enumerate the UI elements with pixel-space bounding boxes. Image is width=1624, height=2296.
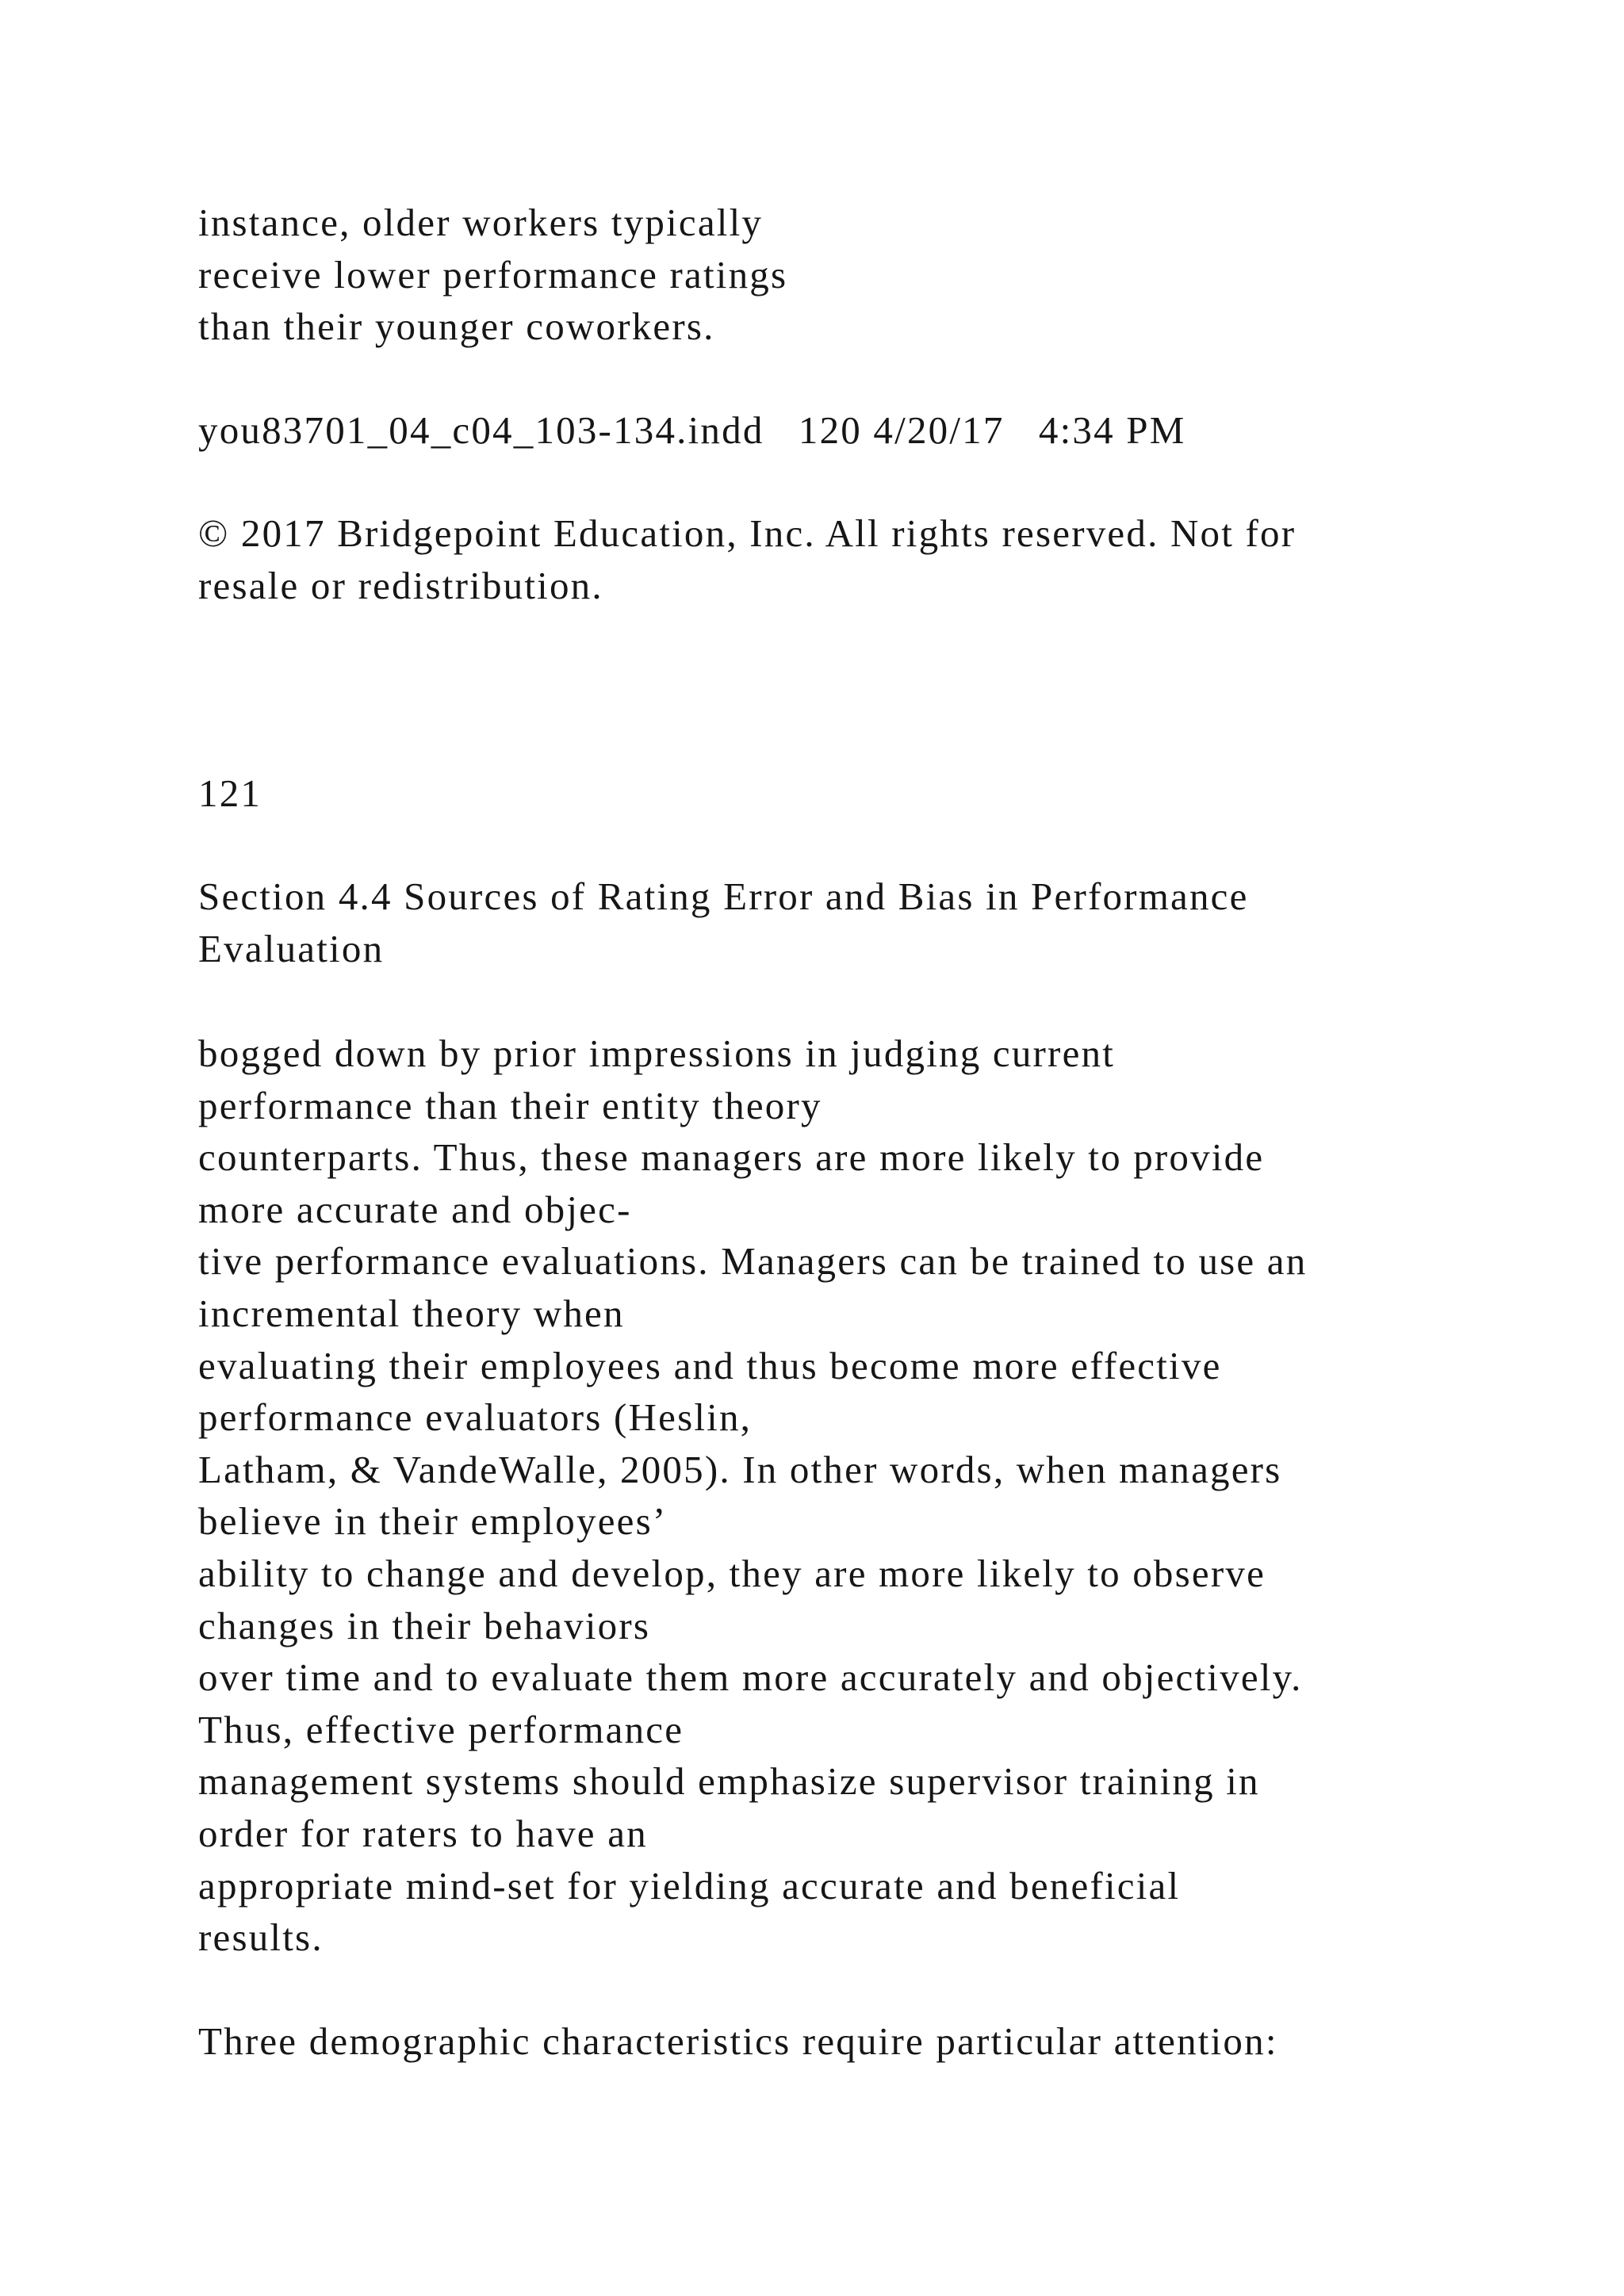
text-line: evaluating their employees and thus become more effective	[198, 1343, 1222, 1387]
copyright-notice	[198, 507, 1296, 611]
text-line: tive performance evaluations. Managers can be trained to use an	[198, 1239, 1308, 1284]
text-line: Section 4.4 Sources of Rating Error and Bias in Performance	[198, 874, 1249, 918]
text-line: Evaluation	[198, 926, 385, 970]
text-line: Latham, & VandeWalle, 2005). In other words, when managers	[198, 1447, 1282, 1491]
text-line: © 2017 Bridgepoint Education, Inc. All rights reserved. Not for	[198, 511, 1297, 555]
text-line: appropriate mind-set for yielding accurate and beneficial	[198, 1863, 1181, 1908]
closing-sentence	[198, 2015, 1278, 2068]
section-heading	[198, 871, 1249, 974]
text-line: resale or redistribution.	[198, 563, 603, 607]
intro-fragment-paragraph	[198, 197, 787, 353]
body-paragraph	[198, 1027, 1307, 1964]
text-line: incremental theory when	[198, 1291, 625, 1335]
text-line: 121	[198, 771, 262, 815]
text-line: more accurate and objec-	[198, 1187, 632, 1231]
text-line: instance, older workers typically	[198, 201, 764, 244]
text-line: results.	[198, 1915, 324, 1960]
text-line: over time and to evaluate them more accurately and objectively.	[198, 1655, 1303, 1700]
text-line: changes in their behaviors	[198, 1603, 651, 1647]
text-line: receive lower performance ratings	[198, 252, 788, 297]
text-line: counterparts. Thus, these managers are more likely to provide	[198, 1135, 1265, 1180]
file-slug-line	[198, 404, 1186, 457]
text-line: ability to change and develop, they are more likely to observe	[198, 1551, 1266, 1595]
text-line: you83701_04_c04_103-134.indd 120 4/20/17 4:34 PM	[198, 408, 1186, 452]
page-number	[198, 767, 262, 820]
text-line: management systems should emphasize supervisor training in	[198, 1759, 1260, 1804]
text-line: order for raters to have an	[198, 1811, 648, 1855]
text-line: performance than their entity theory	[198, 1083, 822, 1127]
text-line: performance evaluators (Heslin,	[198, 1395, 753, 1440]
text-line: than their younger coworkers.	[198, 304, 715, 349]
text-line: believe in their employees’	[198, 1499, 668, 1544]
text-line: bogged down by prior impressions in judging current	[198, 1031, 1116, 1075]
text-line: Thus, effective performance	[198, 1707, 684, 1751]
text-line: Three demographic characteristics require particular attention:	[198, 2019, 1278, 2063]
